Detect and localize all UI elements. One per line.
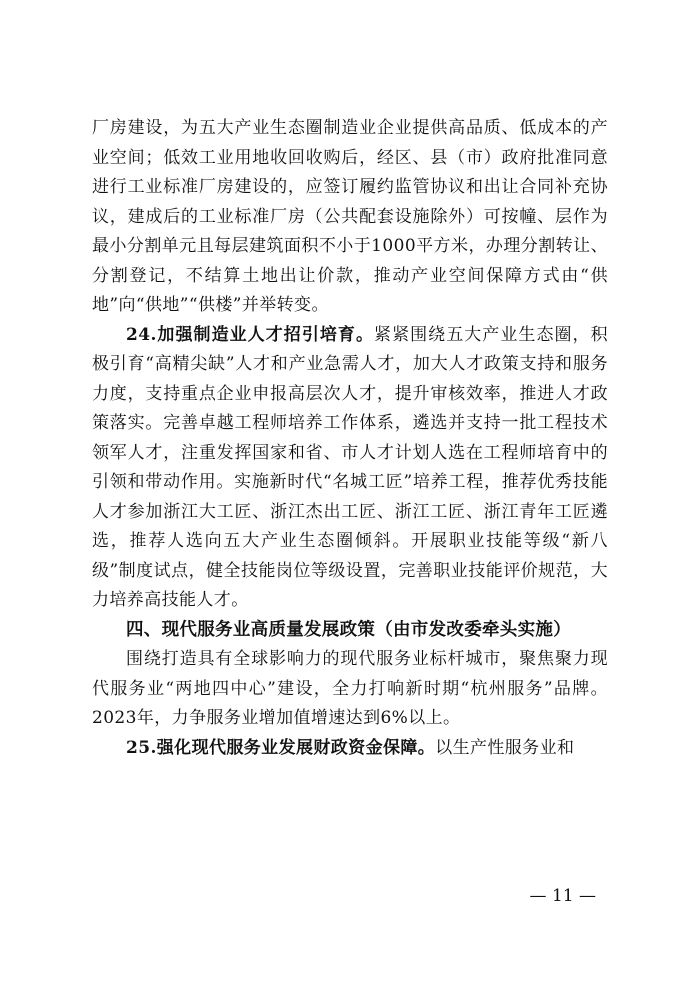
paragraph-factory-building: 厂房建设，为五大产业生态圈制造业企业提供高品质、低成本的产业空间；低效工业用地收回收购后，经区、县（市）政府批准同意进行工业标准厂房建设的，应签订履约监管协议和出让合同补充协议，建成后的工业标准厂房（公共配套设施除外）可按幢、层作为最小分割单元且每层建筑面积不小于1000平方米，办理分割转让、分割登记，不结算土地出让价款，推动产业空间保障方式由“供地”向“供地”“供楼”并举转变。 [92, 118, 608, 315]
clause-24-title: 24.加强制造业人才招引培育。 [126, 324, 375, 345]
paragraph-talent-policy [92, 321, 608, 616]
paragraph-services-intro: 围绕打造具有全球影响力的现代服务业标杆城市，聚焦聚力现代服务业“两地四中心”建设，全力打响新时期“杭州服务”品牌。2023年，力争服务业增加值增速达到6%以上。 [92, 649, 608, 728]
page-number: — 11 — [529, 886, 596, 906]
paragraph-fiscal-support [92, 734, 608, 764]
clause-25-title: 25.强化现代服务业发展财政资金保障。 [126, 737, 436, 758]
clause-25-body: 以生产性服务业和 [435, 737, 575, 758]
document-body [92, 114, 608, 763]
clause-24-body: 紧紧围绕五大产业生态圈，积极引育“高精尖缺”人才和产业急需人才，加大人才政策支持和服务力度，支持重点企业申报高层次人才，提升审核效率，推进人才政策落实。完善卓越工程师培养工作体系，遴选并支持一批工程技术领军人才，注重发挥国家和省、市人才计划人选在工程师培育中的引领和带动作用。实施新时代“名城工匠”培养工程，推荐优秀技能人才参加浙江大工匠、浙江杰出工匠、浙江工匠、浙江青年工匠遴选，推荐人选向五大产业生态圈倾斜。开展职业技能等级“新八级”制度试点，健全技能岗位等级设置，完善职业技能评价规范，大力培养高技能人才。 [92, 324, 609, 610]
section-heading-services: 四、现代服务业高质量发展政策（由市发改委牵头实施） [126, 619, 571, 640]
